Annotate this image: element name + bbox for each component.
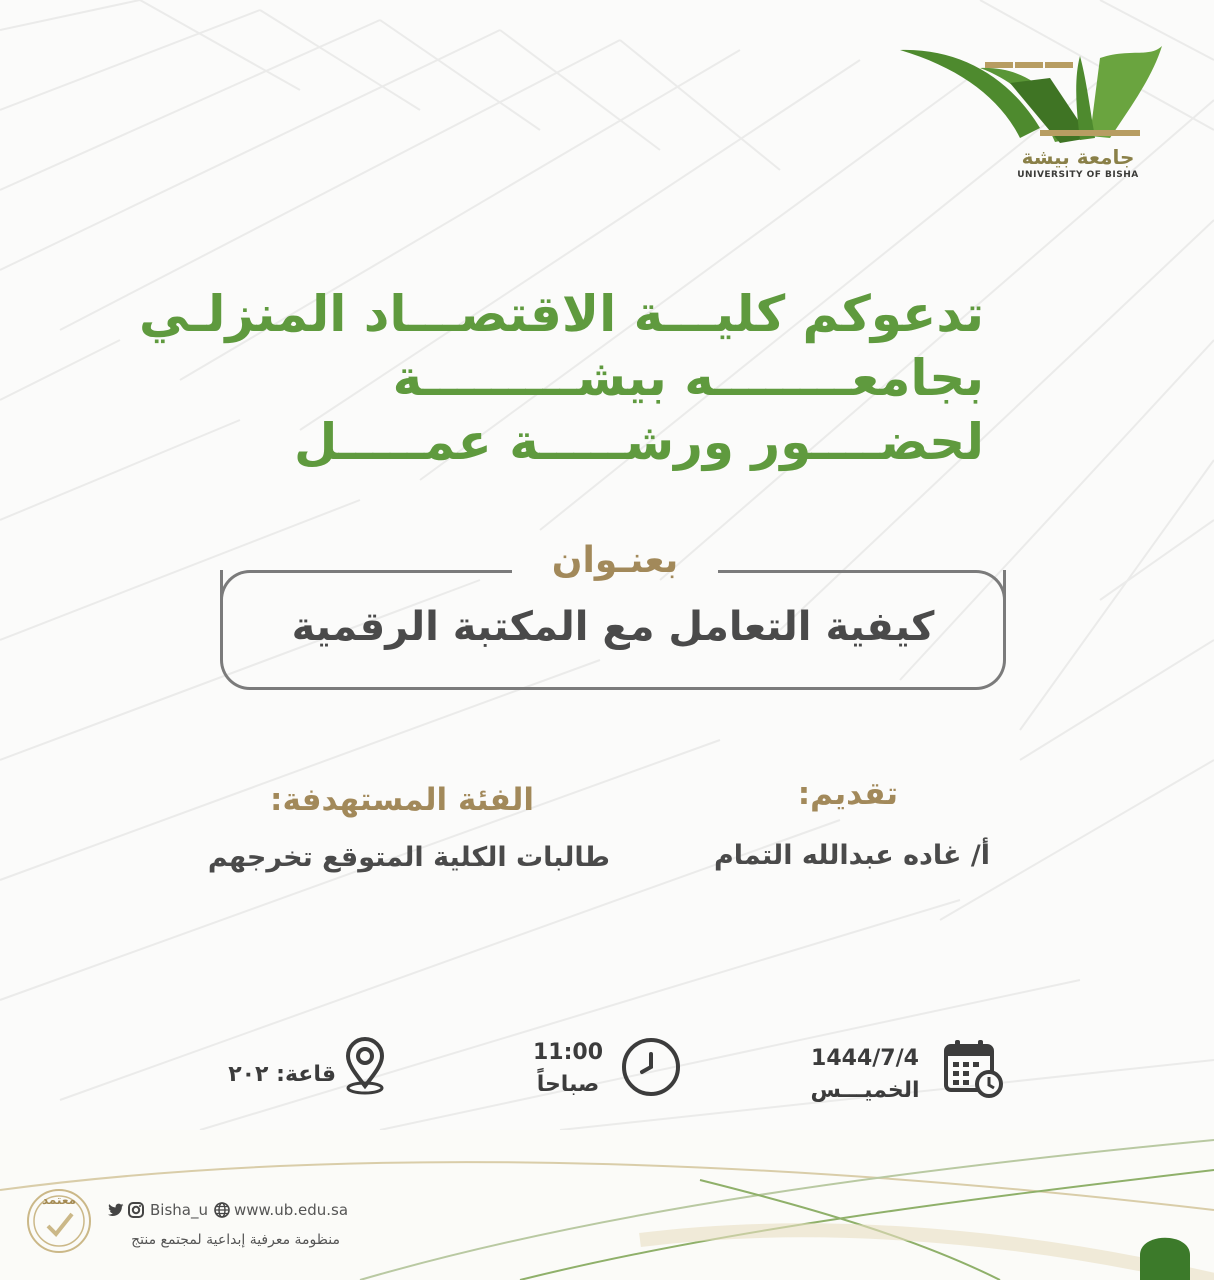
time-period: صباحاً [536, 1072, 600, 1097]
logo-english-name: UNIVERSITY OF BISHA [1017, 170, 1139, 180]
location-pin-icon [340, 1036, 390, 1096]
footer-tagline: منظومة معرفية إبداعية لمجتمع منتج [131, 1232, 340, 1248]
globe-icon [214, 1202, 230, 1218]
day-value: الخميـــس [810, 1078, 920, 1103]
presenter-label: تقديم: [797, 776, 898, 812]
headline-line-1: تدعوكم كليـــة الاقتصـــاد المنزلـي [138, 285, 984, 343]
instagram-icon[interactable] [128, 1202, 144, 1218]
logo-arabic-name: جامعة بيشة [1021, 145, 1135, 169]
headline-line-3: لحضــــور ورشـــــة عمـــــل [294, 413, 984, 471]
headline-line-2: بجامعــــــــه بيشـــــــــة [392, 349, 984, 407]
seal-label: معتمد [41, 1193, 77, 1207]
audience-value: طالبات الكلية المتوقع تخرجهم [207, 842, 610, 873]
title-label: بعنـوان [551, 540, 679, 581]
clock-icon [620, 1036, 682, 1098]
website-link[interactable]: www.ub.edu.sa [234, 1201, 349, 1219]
twitter-icon[interactable] [108, 1203, 124, 1217]
presenter-name: أ/ غاده عبدالله التمام [714, 840, 990, 871]
calendar-clock-icon [942, 1038, 1004, 1100]
invitation-headline [138, 282, 984, 474]
date-value: 1444/7/4 [811, 1046, 919, 1071]
time-value: 11:00 [532, 1040, 604, 1065]
workshop-title: كيفية التعامل مع المكتبة الرقمية [291, 604, 935, 650]
audience-label: الفئة المستهدفة: [270, 782, 534, 818]
twitter-handle[interactable]: Bisha_u [150, 1201, 208, 1219]
room-value: قاعة: ٢٠٢ [228, 1062, 336, 1087]
